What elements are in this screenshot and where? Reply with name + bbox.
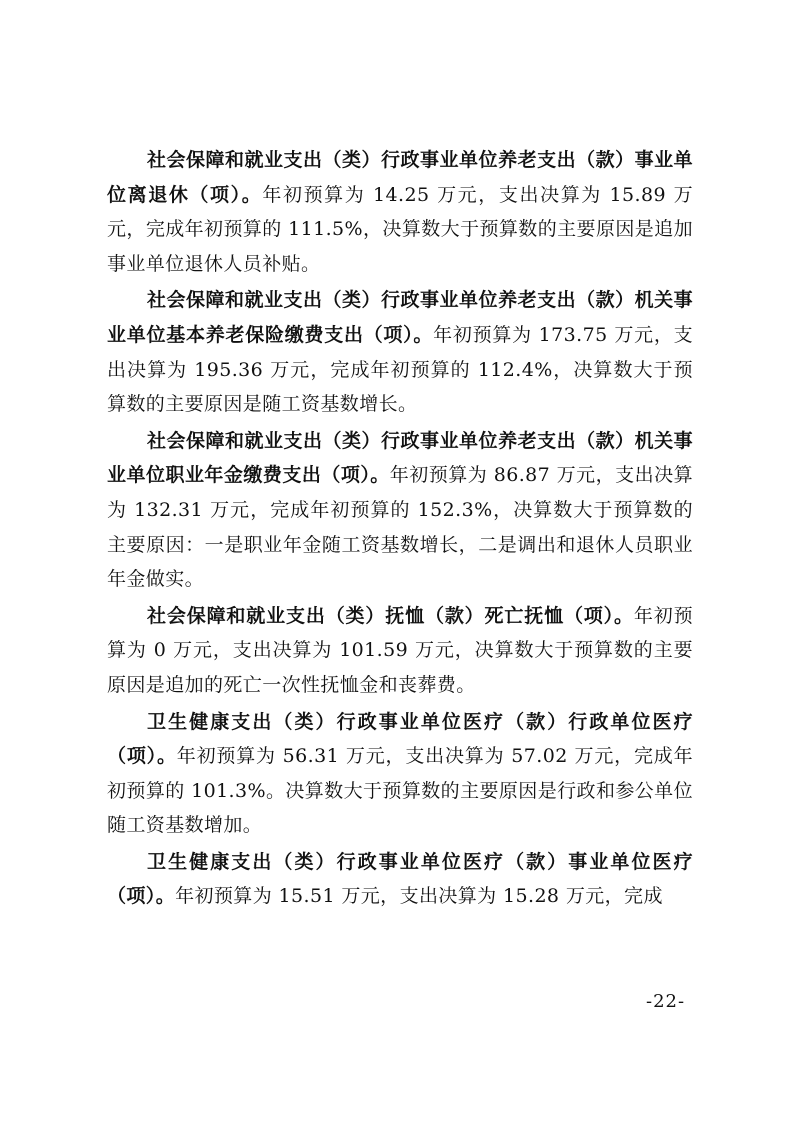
paragraph-death-pension: [107, 599, 693, 703]
paragraph-retirement: [107, 143, 693, 281]
paragraph-basic-pension: [107, 283, 693, 421]
paragraph-heading: 社会保障和就业支出（类）行政事业单位养老支出（款）机关事业单位职业年金缴费支出（项）。: [107, 429, 693, 487]
paragraph-occupational-annuity: [107, 424, 693, 597]
paragraph-body: 年初预算为 86.87 万元，支出决算为 132.31 万元，完成年初预算的 152.3%，决算数大于预算数的主要原因：一是职业年金随工资基数增长，二是调出和退休人员职业年金做实。: [107, 464, 693, 591]
paragraph-heading: 卫生健康支出（类）行政事业单位医疗（款）行政单位医疗（项）。: [107, 710, 693, 768]
paragraph-body: 年初预算为 15.51 万元，支出决算为 15.28 万元，完成: [175, 885, 663, 908]
paragraph-heading: 社会保障和就业支出（类）行政事业单位养老支出（款）事业单位离退休（项）。: [107, 149, 693, 206]
paragraph-heading: 卫生健康支出（类）行政事业单位医疗（款）事业单位医疗（项）。: [107, 850, 693, 908]
paragraph-admin-medical: [107, 705, 693, 843]
paragraph-heading: 社会保障和就业支出（类）行政事业单位养老支出（款）机关事业单位基本养老保险缴费支出（项）。: [107, 289, 693, 346]
paragraph-heading: 社会保障和就业支出（类）抚恤（款）死亡抚恤（项）。: [147, 604, 634, 627]
paragraph-body: 年初预算为 0 万元，支出决算为 101.59 万元，决算数大于预算数的主要原因是追加的死亡一次性抚恤金和丧葬费。: [107, 604, 693, 696]
paragraph-body: 年初预算为 56.31 万元，支出决算为 57.02 万元，完成年初预算的 101.3%。决算数大于预算数的主要原因是行政和参公单位随工资基数增加。: [107, 745, 693, 837]
paragraph-institution-medical: [107, 845, 693, 914]
document-body: [107, 143, 693, 916]
paragraph-body: 年初预算为 14.25 万元，支出决算为 15.89 万元，完成年初预算的 111.5%，决算数大于预算数的主要原因是追加事业单位退休人员补贴。: [107, 183, 694, 275]
page-number: -22-: [646, 991, 686, 1012]
paragraph-body: 年初预算为 173.75 万元，支出决算为 195.36 万元，完成年初预算的 112.4%，决算数大于预算数的主要原因是随工资基数增长。: [107, 323, 693, 416]
